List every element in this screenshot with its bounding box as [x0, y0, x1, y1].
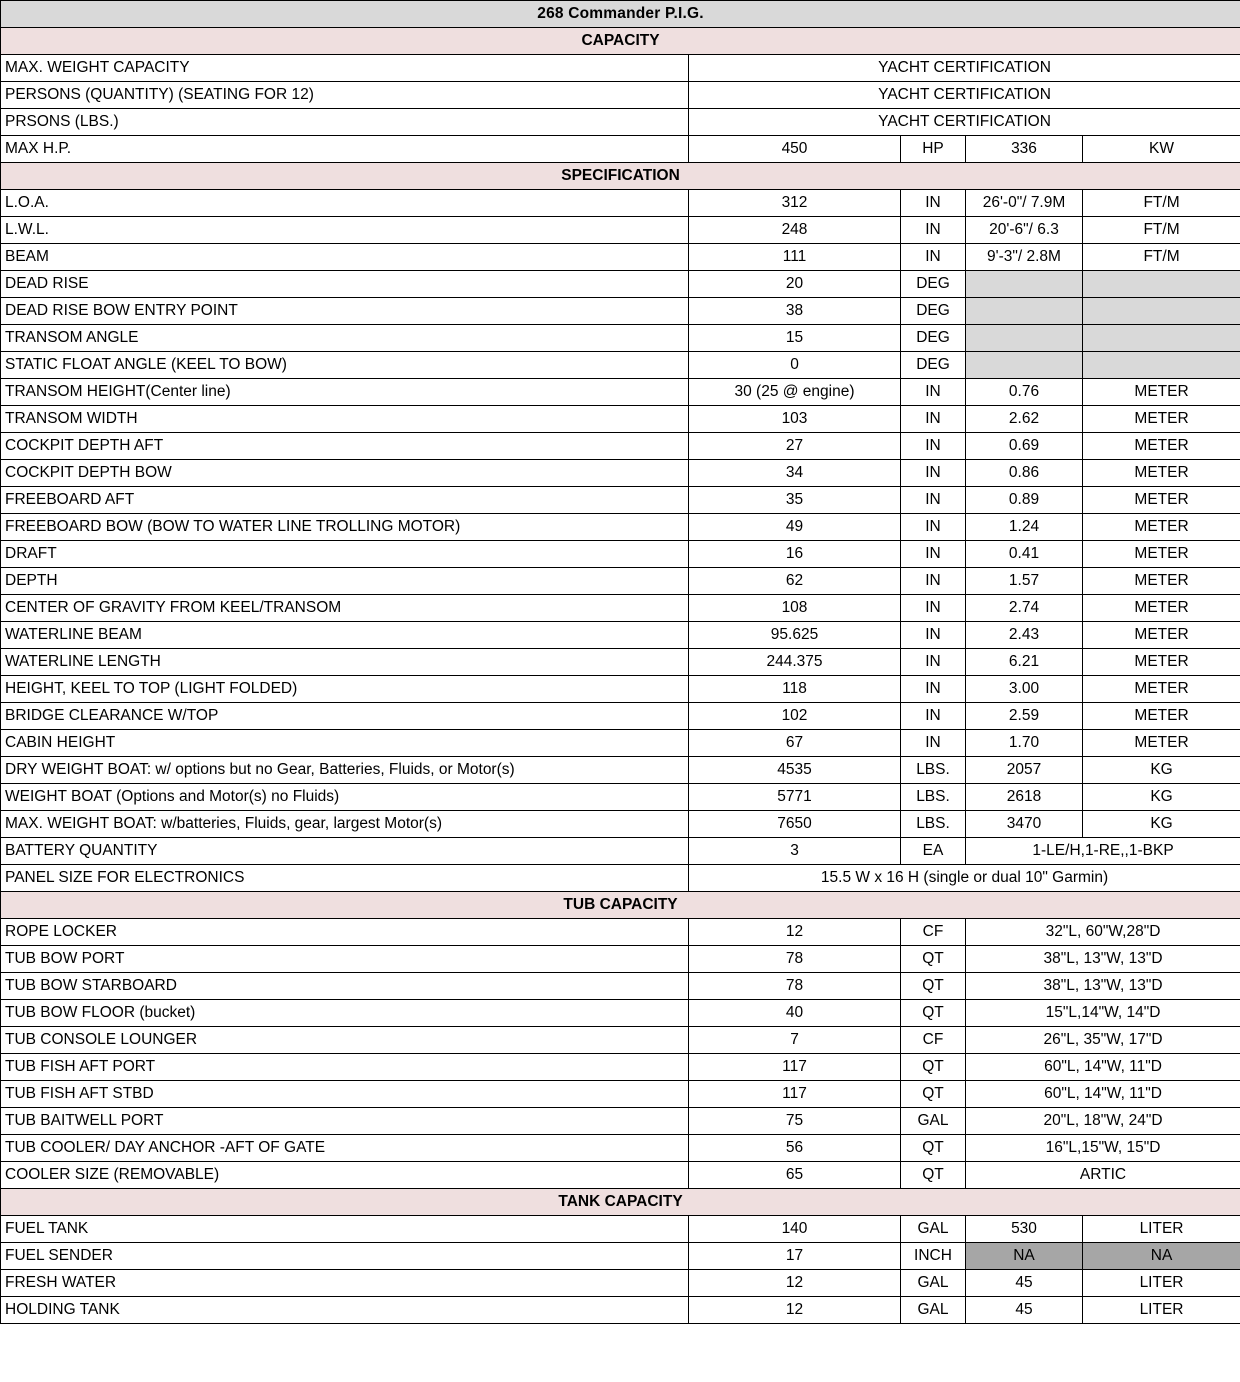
row-value: 20 — [689, 271, 901, 298]
row-label: TUB BOW FLOOR (bucket) — [1, 1000, 689, 1027]
row-unit2: METER — [1083, 703, 1240, 730]
row-metric-span: 26"L, 35"W, 17"D — [966, 1027, 1240, 1054]
row-span-value: 15.5 W x 16 H (single or dual 10" Garmin) — [689, 865, 1240, 892]
row-value: 140 — [689, 1216, 901, 1243]
table-row — [1, 271, 1240, 298]
row-unit: IN — [901, 730, 966, 757]
row-unit2: METER — [1083, 568, 1240, 595]
row-label: DEAD RISE BOW ENTRY POINT — [1, 298, 689, 325]
row-metric: 2.43 — [966, 622, 1083, 649]
row-label: TRANSOM WIDTH — [1, 406, 689, 433]
page-title: 268 Commander P.I.G. — [1, 1, 1240, 28]
row-unit: CF — [901, 919, 966, 946]
row-value: 30 (25 @ engine) — [689, 379, 901, 406]
table-row — [1, 352, 1240, 379]
table-row — [1, 487, 1240, 514]
table-row — [1, 136, 1240, 163]
table-row — [1, 109, 1240, 136]
row-unit: IN — [901, 190, 966, 217]
row-metric-span: 32"L, 60"W,28"D — [966, 919, 1240, 946]
row-metric-span: 20"L, 18"W, 24"D — [966, 1108, 1240, 1135]
row-unit: DEG — [901, 325, 966, 352]
row-metric-span: 1-LE/H,1-RE,,1-BKP — [966, 838, 1240, 865]
table-row — [1, 55, 1240, 82]
row-metric: 2618 — [966, 784, 1083, 811]
section-heading: TUB CAPACITY — [1, 892, 1240, 919]
row-unit: IN — [901, 244, 966, 271]
table-row — [1, 298, 1240, 325]
row-unit: IN — [901, 514, 966, 541]
row-value: 78 — [689, 973, 901, 1000]
row-metric: 45 — [966, 1270, 1083, 1297]
table-row — [1, 1243, 1240, 1270]
row-value: 117 — [689, 1054, 901, 1081]
row-value: 35 — [689, 487, 901, 514]
section-heading-row — [1, 1189, 1240, 1216]
table-row — [1, 757, 1240, 784]
row-metric: 2057 — [966, 757, 1083, 784]
row-value: 49 — [689, 514, 901, 541]
row-unit2: METER — [1083, 433, 1240, 460]
row-label: TUB BAITWELL PORT — [1, 1108, 689, 1135]
table-row — [1, 244, 1240, 271]
row-unit2: METER — [1083, 622, 1240, 649]
table-row — [1, 784, 1240, 811]
row-unit2: METER — [1083, 487, 1240, 514]
row-value: 38 — [689, 298, 901, 325]
row-unit2 — [1083, 298, 1240, 325]
table-row — [1, 379, 1240, 406]
table-row — [1, 622, 1240, 649]
row-metric: 6.21 — [966, 649, 1083, 676]
row-metric: 0.76 — [966, 379, 1083, 406]
row-metric: 45 — [966, 1297, 1083, 1324]
row-value: 3 — [689, 838, 901, 865]
row-unit: QT — [901, 1000, 966, 1027]
table-row — [1, 838, 1240, 865]
row-unit: QT — [901, 946, 966, 973]
row-unit: IN — [901, 541, 966, 568]
row-metric — [966, 271, 1083, 298]
row-unit2: METER — [1083, 541, 1240, 568]
row-unit: GAL — [901, 1216, 966, 1243]
section-heading: TANK CAPACITY — [1, 1189, 1240, 1216]
row-value: 78 — [689, 946, 901, 973]
row-label: TUB BOW PORT — [1, 946, 689, 973]
row-metric: 2.74 — [966, 595, 1083, 622]
row-value: 450 — [689, 136, 901, 163]
row-label: TRANSOM HEIGHT(Center line) — [1, 379, 689, 406]
row-label: TUB COOLER/ DAY ANCHOR -AFT OF GATE — [1, 1135, 689, 1162]
row-label: FUEL SENDER — [1, 1243, 689, 1270]
row-label: PANEL SIZE FOR ELECTRONICS — [1, 865, 689, 892]
row-value: 12 — [689, 1270, 901, 1297]
row-label: MAX H.P. — [1, 136, 689, 163]
row-value: 67 — [689, 730, 901, 757]
row-unit: GAL — [901, 1297, 966, 1324]
row-unit2: KW — [1083, 136, 1240, 163]
table-row — [1, 1162, 1240, 1189]
row-metric: 0.86 — [966, 460, 1083, 487]
row-label: CENTER OF GRAVITY FROM KEEL/TRANSOM — [1, 595, 689, 622]
section-heading-row — [1, 892, 1240, 919]
row-unit: IN — [901, 433, 966, 460]
row-unit: IN — [901, 703, 966, 730]
row-value: 12 — [689, 919, 901, 946]
table-row — [1, 1297, 1240, 1324]
table-row — [1, 190, 1240, 217]
table-row — [1, 595, 1240, 622]
table-row — [1, 1027, 1240, 1054]
section-heading-row — [1, 28, 1240, 55]
row-label: WATERLINE LENGTH — [1, 649, 689, 676]
row-metric-span: 60"L, 14"W, 11"D — [966, 1054, 1240, 1081]
row-unit: QT — [901, 1162, 966, 1189]
row-label: TUB FISH AFT STBD — [1, 1081, 689, 1108]
row-label: PRSONS (LBS.) — [1, 109, 689, 136]
row-label: COCKPIT DEPTH AFT — [1, 433, 689, 460]
row-value: 102 — [689, 703, 901, 730]
row-label: BRIDGE CLEARANCE W/TOP — [1, 703, 689, 730]
row-label: TUB CONSOLE LOUNGER — [1, 1027, 689, 1054]
row-label: BEAM — [1, 244, 689, 271]
row-label: HEIGHT, KEEL TO TOP (LIGHT FOLDED) — [1, 676, 689, 703]
row-metric-span: 38"L, 13"W, 13"D — [966, 973, 1240, 1000]
row-metric: 26'-0"/ 7.9M — [966, 190, 1083, 217]
row-metric: 0.89 — [966, 487, 1083, 514]
row-unit: CF — [901, 1027, 966, 1054]
row-metric: NA — [966, 1243, 1083, 1270]
row-span-value: YACHT CERTIFICATION — [689, 55, 1240, 82]
row-unit2: LITER — [1083, 1297, 1240, 1324]
row-metric: 336 — [966, 136, 1083, 163]
row-metric: 3.00 — [966, 676, 1083, 703]
row-value: 312 — [689, 190, 901, 217]
table-row — [1, 919, 1240, 946]
row-metric — [966, 352, 1083, 379]
row-label: ROPE LOCKER — [1, 919, 689, 946]
row-metric: 2.59 — [966, 703, 1083, 730]
row-unit: HP — [901, 136, 966, 163]
row-label: STATIC FLOAT ANGLE (KEEL TO BOW) — [1, 352, 689, 379]
row-label: WEIGHT BOAT (Options and Motor(s) no Fluids) — [1, 784, 689, 811]
row-label: COOLER SIZE (REMOVABLE) — [1, 1162, 689, 1189]
row-unit: DEG — [901, 271, 966, 298]
row-unit2: KG — [1083, 757, 1240, 784]
section-heading: CAPACITY — [1, 28, 1240, 55]
row-span-value: YACHT CERTIFICATION — [689, 109, 1240, 136]
table-row — [1, 406, 1240, 433]
row-unit: LBS. — [901, 757, 966, 784]
row-label: L.W.L. — [1, 217, 689, 244]
row-unit2: METER — [1083, 514, 1240, 541]
row-unit2: LITER — [1083, 1216, 1240, 1243]
row-metric: 0.41 — [966, 541, 1083, 568]
row-label: WATERLINE BEAM — [1, 622, 689, 649]
row-unit: QT — [901, 1135, 966, 1162]
row-unit: QT — [901, 1054, 966, 1081]
table-row — [1, 433, 1240, 460]
row-unit2: KG — [1083, 811, 1240, 838]
row-unit2 — [1083, 271, 1240, 298]
row-label: FUEL TANK — [1, 1216, 689, 1243]
row-value: 62 — [689, 568, 901, 595]
row-unit: IN — [901, 595, 966, 622]
table-row — [1, 1108, 1240, 1135]
row-metric-span: ARTIC — [966, 1162, 1240, 1189]
row-label: DRAFT — [1, 541, 689, 568]
table-row — [1, 1135, 1240, 1162]
row-label: TUB BOW STARBOARD — [1, 973, 689, 1000]
row-unit2: FT/M — [1083, 244, 1240, 271]
row-unit: QT — [901, 973, 966, 1000]
table-row — [1, 730, 1240, 757]
row-metric-span: 15"L,14"W, 14"D — [966, 1000, 1240, 1027]
row-unit: IN — [901, 568, 966, 595]
row-value: 7650 — [689, 811, 901, 838]
row-value: 16 — [689, 541, 901, 568]
row-value: 108 — [689, 595, 901, 622]
row-value: 15 — [689, 325, 901, 352]
row-unit2: METER — [1083, 460, 1240, 487]
row-value: 244.375 — [689, 649, 901, 676]
table-row — [1, 676, 1240, 703]
table-row — [1, 1216, 1240, 1243]
row-unit: IN — [901, 487, 966, 514]
row-metric: 0.69 — [966, 433, 1083, 460]
table-row — [1, 649, 1240, 676]
row-value: 111 — [689, 244, 901, 271]
row-unit: IN — [901, 217, 966, 244]
row-unit2 — [1083, 352, 1240, 379]
table-row — [1, 325, 1240, 352]
row-label: CABIN HEIGHT — [1, 730, 689, 757]
row-metric: 1.57 — [966, 568, 1083, 595]
table-row — [1, 460, 1240, 487]
row-label: DRY WEIGHT BOAT: w/ options but no Gear, Batteries, Fluids, or Motor(s) — [1, 757, 689, 784]
table-row — [1, 541, 1240, 568]
row-unit: QT — [901, 1081, 966, 1108]
row-value: 12 — [689, 1297, 901, 1324]
row-metric: 20'-6"/ 6.3 — [966, 217, 1083, 244]
row-metric: 530 — [966, 1216, 1083, 1243]
row-unit: DEG — [901, 352, 966, 379]
row-value: 65 — [689, 1162, 901, 1189]
row-metric: 1.70 — [966, 730, 1083, 757]
row-unit2: METER — [1083, 649, 1240, 676]
row-metric: 2.62 — [966, 406, 1083, 433]
row-unit2: METER — [1083, 406, 1240, 433]
row-label: BATTERY QUANTITY — [1, 838, 689, 865]
row-unit: IN — [901, 649, 966, 676]
table-row — [1, 217, 1240, 244]
row-unit: INCH — [901, 1243, 966, 1270]
row-unit2: NA — [1083, 1243, 1240, 1270]
table-row — [1, 1081, 1240, 1108]
row-unit: GAL — [901, 1108, 966, 1135]
row-metric-span: 38"L, 13"W, 13"D — [966, 946, 1240, 973]
row-label: MAX. WEIGHT BOAT: w/batteries, Fluids, gear, largest Motor(s) — [1, 811, 689, 838]
table-row — [1, 973, 1240, 1000]
row-unit: IN — [901, 379, 966, 406]
table-row — [1, 568, 1240, 595]
section-heading: SPECIFICATION — [1, 163, 1240, 190]
table-row — [1, 946, 1240, 973]
row-unit2: METER — [1083, 730, 1240, 757]
row-unit: IN — [901, 460, 966, 487]
row-unit: IN — [901, 406, 966, 433]
row-metric — [966, 298, 1083, 325]
row-value: 40 — [689, 1000, 901, 1027]
row-label: TRANSOM ANGLE — [1, 325, 689, 352]
row-unit2: METER — [1083, 676, 1240, 703]
row-label: FREEBOARD AFT — [1, 487, 689, 514]
row-value: 5771 — [689, 784, 901, 811]
row-value: 7 — [689, 1027, 901, 1054]
row-metric-span: 16"L,15"W, 15"D — [966, 1135, 1240, 1162]
row-value: 4535 — [689, 757, 901, 784]
table-row — [1, 1054, 1240, 1081]
row-value: 95.625 — [689, 622, 901, 649]
row-label: COCKPIT DEPTH BOW — [1, 460, 689, 487]
row-value: 75 — [689, 1108, 901, 1135]
row-unit2: METER — [1083, 595, 1240, 622]
row-value: 103 — [689, 406, 901, 433]
row-unit2: KG — [1083, 784, 1240, 811]
row-label: DEPTH — [1, 568, 689, 595]
table-row — [1, 1000, 1240, 1027]
table-row — [1, 514, 1240, 541]
row-metric: 9'-3"/ 2.8M — [966, 244, 1083, 271]
row-label: MAX. WEIGHT CAPACITY — [1, 55, 689, 82]
table-row — [1, 865, 1240, 892]
row-value: 56 — [689, 1135, 901, 1162]
row-label: TUB FISH AFT PORT — [1, 1054, 689, 1081]
row-label: FREEBOARD BOW (BOW TO WATER LINE TROLLING MOTOR) — [1, 514, 689, 541]
section-heading-row — [1, 163, 1240, 190]
row-unit2: LITER — [1083, 1270, 1240, 1297]
row-label: DEAD RISE — [1, 271, 689, 298]
row-value: 27 — [689, 433, 901, 460]
row-label: L.O.A. — [1, 190, 689, 217]
row-unit2: FT/M — [1083, 190, 1240, 217]
row-span-value: YACHT CERTIFICATION — [689, 82, 1240, 109]
row-value: 0 — [689, 352, 901, 379]
row-unit: EA — [901, 838, 966, 865]
row-metric — [966, 325, 1083, 352]
row-unit: LBS. — [901, 811, 966, 838]
row-value: 117 — [689, 1081, 901, 1108]
row-metric-span: 60"L, 14"W, 11"D — [966, 1081, 1240, 1108]
row-value: 118 — [689, 676, 901, 703]
row-unit: GAL — [901, 1270, 966, 1297]
row-value: 34 — [689, 460, 901, 487]
row-unit2: METER — [1083, 379, 1240, 406]
table-row — [1, 811, 1240, 838]
row-metric: 1.24 — [966, 514, 1083, 541]
row-unit2: FT/M — [1083, 217, 1240, 244]
row-label: FRESH WATER — [1, 1270, 689, 1297]
row-value: 248 — [689, 217, 901, 244]
row-label: HOLDING TANK — [1, 1297, 689, 1324]
table-row — [1, 1270, 1240, 1297]
row-unit: IN — [901, 676, 966, 703]
row-unit: IN — [901, 622, 966, 649]
table-row — [1, 82, 1240, 109]
table-row — [1, 703, 1240, 730]
row-metric: 3470 — [966, 811, 1083, 838]
row-unit2 — [1083, 325, 1240, 352]
sheet-title-row — [1, 1, 1240, 28]
row-unit: LBS. — [901, 784, 966, 811]
row-unit: DEG — [901, 298, 966, 325]
row-label: PERSONS (QUANTITY) (SEATING FOR 12) — [1, 82, 689, 109]
row-value: 17 — [689, 1243, 901, 1270]
